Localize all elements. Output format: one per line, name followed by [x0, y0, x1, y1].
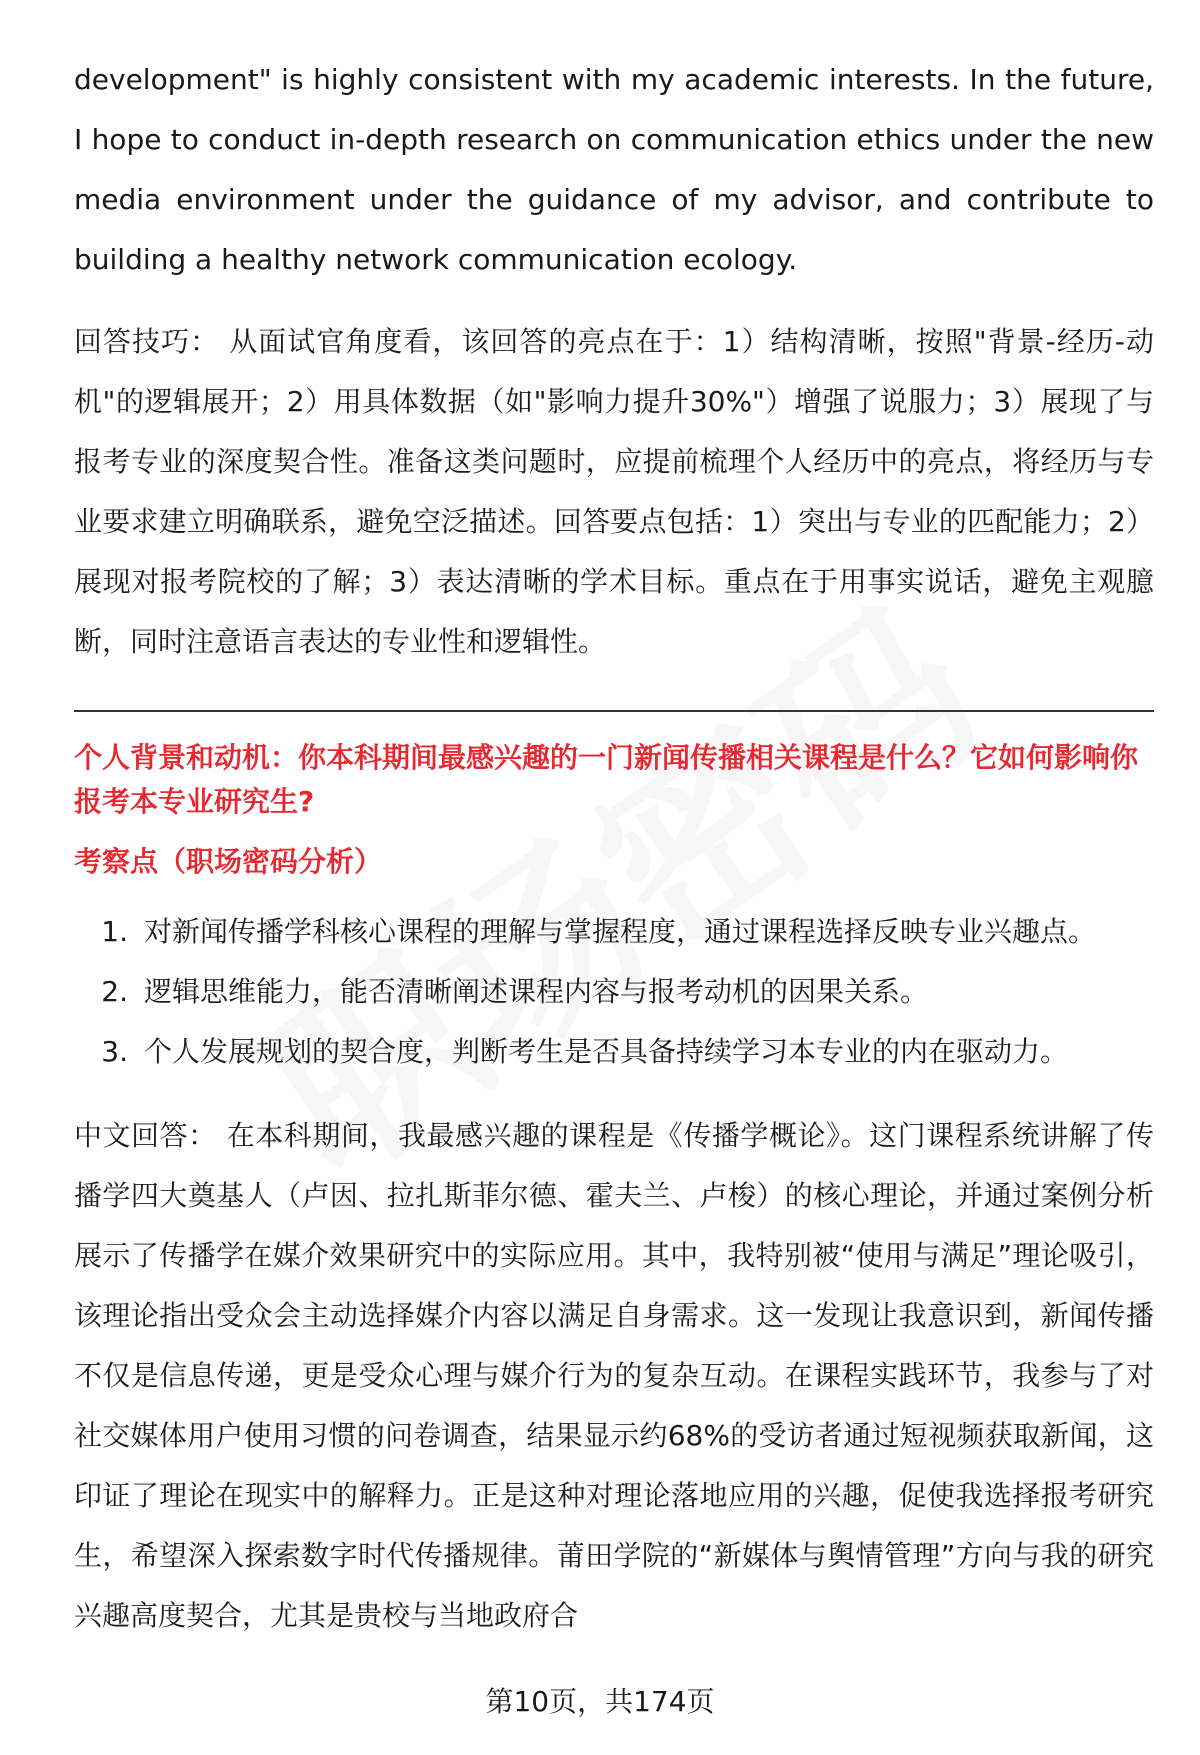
list-item-number: 1.: [101, 915, 128, 948]
chinese-answer-paragraph: [74, 1106, 1154, 1646]
assessment-points-heading: 考察点（职场密码分析）: [74, 845, 383, 878]
page-number-footer: 第10页，共174页: [485, 1685, 715, 1718]
list-item-number: 2.: [101, 975, 128, 1008]
section-divider: [74, 710, 1154, 712]
answer-tip-text: 从面试官角度看，该回答的亮点在于：1）结构清晰，按照"背景-经历-动机"的逻辑展开；2）用具体数据（如"影响力提升30%"）增强了说服力；3）展现了与报考专业的深度契合性。准备这类问题时，应提前梳理个人经历中的亮点，将经历与专业要求建立明确联系，避免空泛描述。回答要点包括：1）突出与专业的匹配能力；2）展现对报考院校的了解；3）表达清晰的学术目标。重点在于用事实说话，避免主观臆断，同时注意语言表达的专业性和逻辑性。: [74, 325, 1154, 658]
list-item: [74, 962, 1154, 1022]
list-item-text: 逻辑思维能力，能否清晰阐述课程内容与报考动机的因果关系。: [144, 975, 929, 1008]
assessment-points-list: [74, 902, 1154, 1082]
chinese-answer-text: 在本科期间，我最感兴趣的课程是《传播学概论》。这门课程系统讲解了传播学四大奠基人（卢因、拉扎斯菲尔德、霍夫兰、卢梭）的核心理论，并通过案例分析展示了传播学在媒介效果研究中的实际应用。其中，我特别被“使用与满足”理论吸引，该理论指出受众会主动选择媒介内容以满足自身需求。这一发现让我意识到，新闻传播不仅是信息传递，更是受众心理与媒介行为的复杂互动。在课程实践环节，我参与了对社交媒体用户使用习惯的问卷调查，结果显示约68%的受访者通过短视频获取新闻，这印证了理论在现实中的解释力。正是这种对理论落地应用的兴趣，促使我选择报考研究生，希望深入探索数字时代传播规律。莆田学院的“新媒体与舆情管理”方向与我的研究兴趣高度契合，尤其是贵校与当地政府合: [74, 1119, 1154, 1632]
list-item-text: 对新闻传播学科核心课程的理解与掌握程度，通过课程选择反映专业兴趣点。: [144, 915, 1097, 948]
list-item-number: 3.: [101, 1035, 128, 1068]
question-heading: 个人背景和动机：你本科期间最感兴趣的一门新闻传播相关课程是什么？它如何影响你报考本专业研究生?: [74, 741, 1139, 818]
answer-tip-label: 回答技巧：: [74, 325, 220, 358]
list-item: [74, 902, 1154, 962]
answer-tip-paragraph: [74, 312, 1154, 672]
list-item: [74, 1022, 1154, 1082]
list-item-text: 个人发展规划的契合度，判断考生是否具备持续学习本专业的内在驱动力。: [144, 1035, 1069, 1068]
english-answer-paragraph: development" is highly consistent with my academic interests. In the future, I hope to conduct in-depth research on communication ethics under the new media environment under the guidance of my advisor, and contribute to building a healthy network communication ecology.: [74, 63, 1154, 276]
chinese-answer-label: 中文回答：: [74, 1119, 217, 1152]
document-page: [74, 50, 1154, 1646]
